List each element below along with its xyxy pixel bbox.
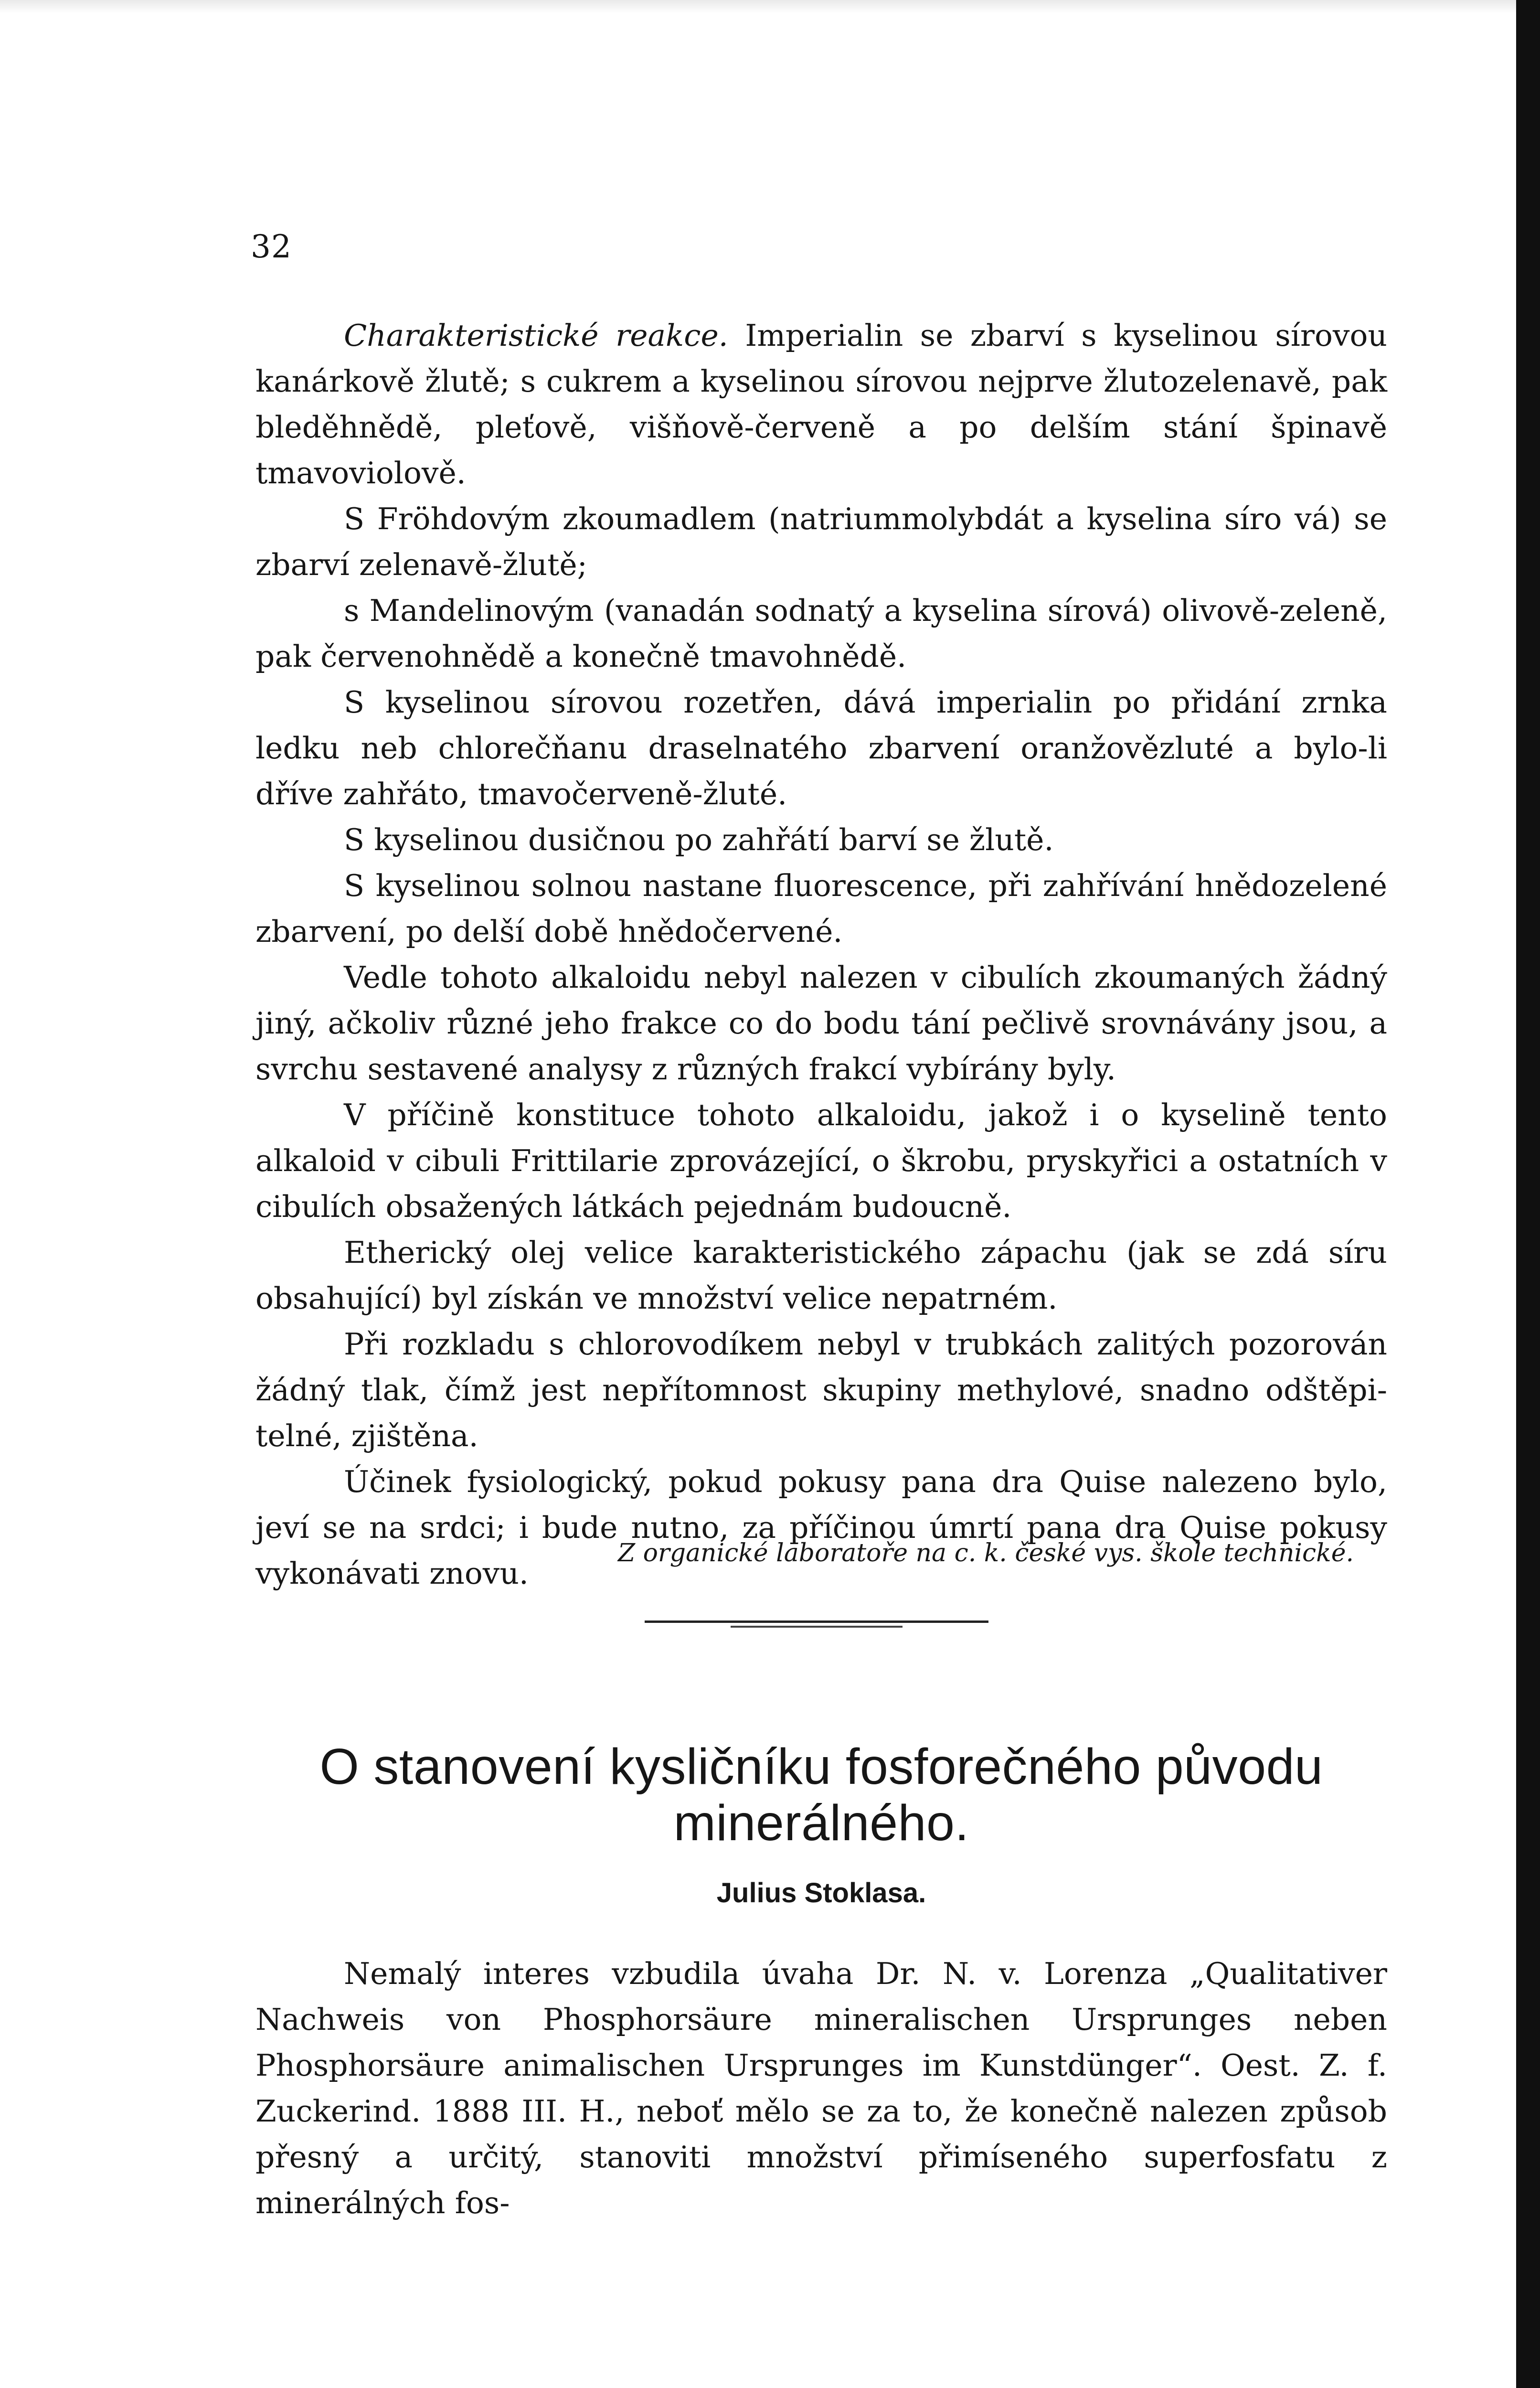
scan-edge-right — [1516, 0, 1540, 2388]
paragraph: Při rozkladu s chlorovodíkem nebyl v trubkách zalitých pozorován žádný tlak, čímž jest nepřítomnost skupiny methylové, snadno odštěpi-telné, zjištěna. — [255, 1327, 1387, 1453]
paragraph: S kyselinou sírovou rozetřen, dává imperialin po přidání zrnka ledku neb chlorečňanu draselnatého zbarvení oranžovězluté a bylo-li dříve zahřáto, tmavočerveně-žluté. — [255, 685, 1387, 811]
paragraph: Účinek fysiologický, pokud pokusy pana dra Quise nalezeno bylo, jeví se na srdci; i bude nutno, za příčinou úmrtí pana dra Quise pokusy vykonávati znovu. — [255, 1464, 1387, 1591]
section-two-body — [255, 1951, 1387, 2226]
article-title: O stanovení kysličníku fosforečného původu minerálného. — [319, 1738, 1323, 1851]
paragraph: Vedle tohoto alkaloidu nebyl nalezen v cibulích zkoumaných žádný jiný, ačkoliv různé jeho frakce co do bodu tání pečlivě srovnávány jsou, a svrchu sestavené analysy z různých frakcí vybírány byly. — [255, 960, 1387, 1087]
page-number: 32 — [251, 228, 292, 265]
paragraph: Nemalý interes vzbudila úvaha Dr. N. v. Lorenza „Qualitativer Nachweis von Phosphorsäure mineralischen Ursprunges neben Phosphorsäure animalischen Ursprunges im Kunstdünger“. Oest. Z. f. Zuckerind. 1888 III. H., neboť mělo se za to, že konečně nalezen způsob přesný a určitý, stanoviti množství přimíseného superfosfatu z minerálných fos- — [255, 1956, 1387, 2220]
scan-edge-top — [0, 0, 1540, 13]
paragraph — [255, 313, 1387, 496]
divider-line — [645, 1620, 988, 1623]
section-divider — [645, 1620, 988, 1630]
attribution: Z organické laboratoře na c. k. české vys. škole technické. — [617, 1539, 1354, 1567]
lead-heading: Charakteristické reakce. — [344, 318, 728, 353]
paragraph: S kyselinou dusičnou po zahřátí barví se žlutě. — [344, 822, 1054, 857]
paragraph: Etherický olej velice karakteristického zápachu (jak se zdá síru obsahující) byl získán ve množství velice nepatrném. — [255, 1235, 1387, 1316]
paragraph: s Mandelinovým (vanadán sodnatý a kyselina sírová) olivově-zeleně, pak červenohnědě a konečně tmavohnědě. — [255, 593, 1387, 674]
paragraph-text: Imperialin se zbarví s kyselinou sírovou kanárkově žlutě; s cukrem a kyselinou sírovou nejprve žlutozelenavě, pak bleděhnědě, pleťově, višňově-červeně a po delším stání špinavě tmavoviolově. — [255, 318, 1387, 490]
paragraph: S Fröhdovým zkoumadlem (natriummolybdát a kyselina síro vá) se zbarví zelenavě-žlutě; — [255, 501, 1387, 582]
author: Julius Stoklasa. — [716, 1877, 926, 1908]
paragraph: S kyselinou solnou nastane fluorescence, při zahřívání hnědozelené zbarvení, po delší době hnědočervené. — [255, 868, 1387, 949]
section-one-body — [255, 313, 1387, 1597]
paragraph: V příčině konstituce tohoto alkaloidu, jakož i o kyselině tento alkaloid v cibuli Frittilarie zprovázející, o škrobu, pryskyřici a ostatních v cibulích obsažených látkách pejednám budoucně. — [255, 1098, 1387, 1224]
divider-line — [731, 1626, 903, 1628]
